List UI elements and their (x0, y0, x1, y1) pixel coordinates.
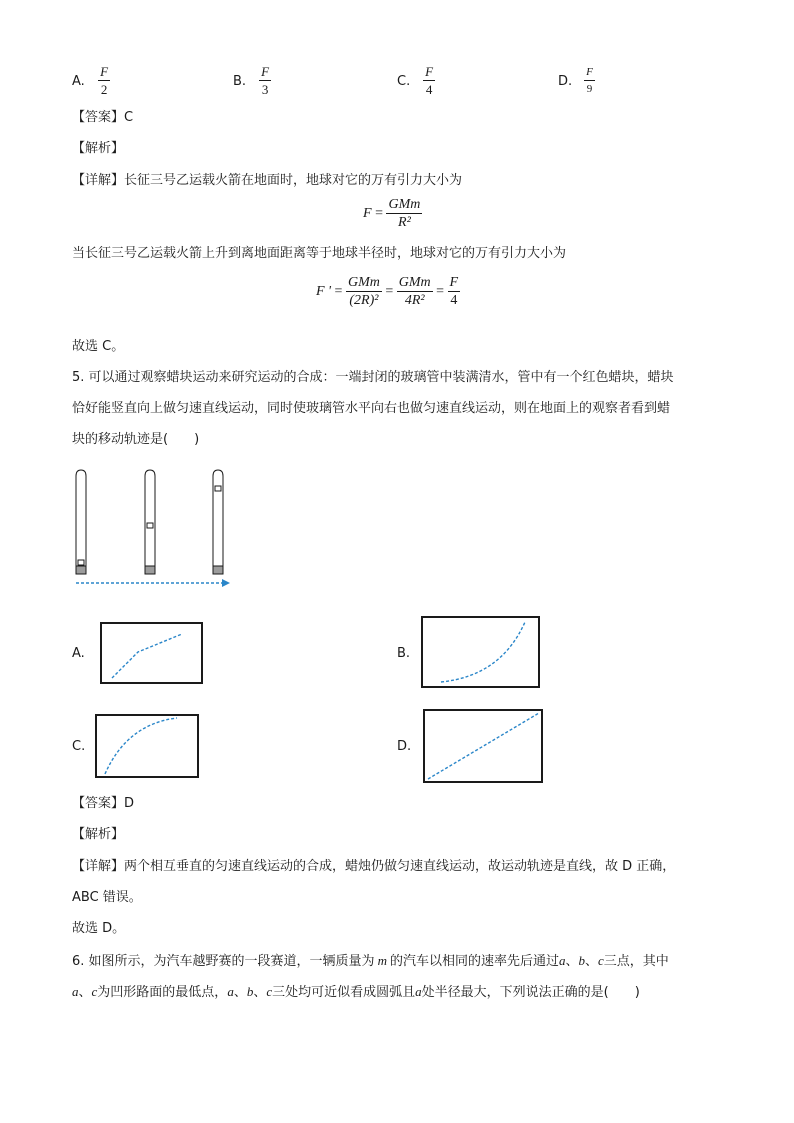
q5-option-a-graph (100, 622, 203, 684)
q5-answer: 【答案】D (72, 796, 135, 811)
fraction: $\frac{\text{GMm}}{\text{R²}}$ (388, 197, 421, 230)
q5-option-c-letter: C. (72, 739, 86, 754)
q5-detail-line-2: ABC 错误。 (72, 890, 142, 905)
formula-gravity-altitude: F ' = $\frac{\text{GMm}}{\text{(2R)²}}$ = $\frac{\text{GMm}}{\text{4R²}}$ = $\frac{F}{4}$ (316, 275, 459, 308)
option-letter: A. (72, 73, 85, 89)
q6-stem-line-1: 6. 如图所示，为汽车越野赛的一段赛道，一辆质量为 m 的汽车以相同的速率先后通过a、b、c三点，其中 (72, 953, 669, 969)
prev-answer: 【答案】C (72, 110, 134, 125)
trajectory-line (441, 622, 525, 682)
q5-analysis-label: 【解析】 (72, 827, 125, 842)
q5-conclusion: 故选 D。 (72, 921, 126, 936)
trajectory-line (112, 634, 182, 678)
q6-stem-line-2: a、c为凹形路面的最低点，a、b、c三处均可近似看成圆弧且a处半径最大，下列说法正确的是( ) (72, 984, 640, 1000)
prev-conclusion: 故选 C。 (72, 339, 125, 354)
q5-option-d-graph (423, 709, 543, 783)
arrow-head (222, 579, 230, 587)
q5-option-b-letter: B. (397, 646, 411, 661)
trajectory-graph (425, 711, 541, 781)
prev-option-a (72, 64, 110, 98)
q5-stem-line-3: 块的移动轨迹是( ) (72, 432, 200, 447)
option-letter: D. (558, 73, 573, 89)
q5-stem-line-2: 恰好能竖直向上做匀速直线运动，同时使玻璃管水平向右也做匀速直线运动，则在地面上的观察者看到蜡 (72, 401, 671, 416)
q5-option-a-letter: A. (72, 646, 85, 661)
fraction: $\frac{F}{2}$ (100, 64, 109, 97)
fraction: $\frac{F}{4}$ (425, 64, 434, 97)
prev-option-c (397, 64, 435, 98)
trajectory-graph (97, 716, 197, 776)
q5-option-c-graph (95, 714, 199, 778)
prev-detail-line-2: 当长征三号乙运载火箭上升到离地面距离等于地球半径时，地球对它的万有引力大小为 (72, 246, 567, 261)
fraction: $\frac{F}{4}$ (449, 275, 459, 308)
prev-option-d (558, 64, 595, 98)
option-letter: B. (233, 73, 247, 89)
fraction: $\frac{F}{3}$ (261, 64, 270, 97)
glass-tube (213, 470, 223, 574)
formula-gravity-surface: F = $\frac{\text{GMm}}{\text{R²}}$ (363, 197, 421, 230)
trajectory-line (428, 713, 539, 779)
tube-diagram (70, 468, 235, 588)
option-letter: C. (397, 73, 411, 89)
prev-detail-line-1: 【详解】长征三号乙运载火箭在地面时，地球对它的万有引力大小为 (72, 173, 463, 188)
q5-option-b-graph (421, 616, 540, 688)
glass-tube (76, 470, 86, 574)
trajectory-line (105, 718, 177, 774)
fraction: $\frac{F}{9}$ (586, 66, 593, 95)
q5-option-d-letter: D. (397, 739, 412, 754)
trajectory-graph (102, 624, 201, 682)
q5-stem-line-1: 5. 可以通过观察蜡块运动来研究运动的合成：一端封闭的玻璃管中装满清水，管中有一个红色蜡块，蜡块 (72, 370, 674, 385)
fraction: $\frac{\text{GMm}}{\text{(2R)²}}$ (347, 275, 380, 308)
fraction: $\frac{\text{GMm}}{\text{4R²}}$ (398, 275, 431, 308)
prev-analysis-label: 【解析】 (72, 141, 125, 156)
glass-tube (145, 470, 155, 574)
trajectory-graph (423, 618, 538, 686)
prev-option-b (233, 64, 271, 98)
q5-detail-line-1: 【详解】两个相互垂直的匀速直线运动的合成，蜡烛仍做匀速直线运动，故运动轨迹是直线，故 D 正确， (72, 859, 676, 874)
